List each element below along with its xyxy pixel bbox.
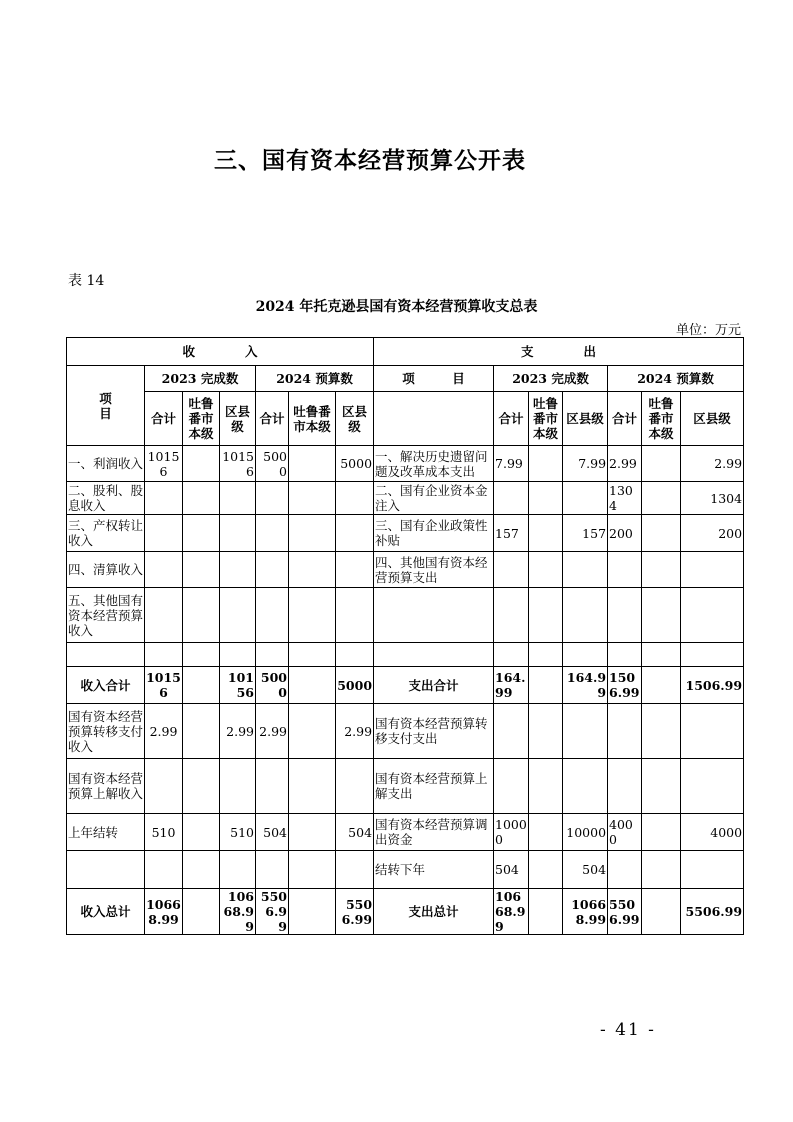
- table-cell: 164.99: [494, 667, 529, 704]
- table-cell: [608, 851, 642, 889]
- table-row: [67, 704, 744, 759]
- table-cell: 10156: [220, 667, 256, 704]
- table-cell: 国有资本经营预算转移支付支出: [374, 704, 494, 759]
- table-cell: [183, 759, 220, 814]
- table-cell: [529, 643, 563, 667]
- table-cell: [642, 643, 681, 667]
- table-cell: 收入合计: [67, 667, 145, 704]
- table-cell: [220, 759, 256, 814]
- table-cell: [183, 552, 220, 588]
- expense-2023-header: 2023 完成数: [494, 366, 608, 392]
- income-2024-header: 2024 预算数: [256, 366, 374, 392]
- table-cell: [642, 667, 681, 704]
- table-cell: 4000: [608, 814, 642, 851]
- table-cell: 收入总计: [67, 889, 145, 935]
- table-cell: 10156: [220, 446, 256, 482]
- table-cell: [529, 704, 563, 759]
- table-cell: 4000: [681, 814, 744, 851]
- income-item-header: 项 目: [67, 366, 145, 446]
- table-cell: 10668.99: [220, 889, 256, 935]
- header-row-1: [67, 338, 744, 366]
- table-cell: 支出总计: [374, 889, 494, 935]
- table-cell: 164.99: [563, 667, 608, 704]
- table-cell: [642, 482, 681, 515]
- table-cell: [183, 588, 220, 643]
- table-cell: [681, 552, 744, 588]
- table-cell: 国有资本经营预算转移支付收入: [67, 704, 145, 759]
- table-cell: 五、其他国有资本经营预算收入: [67, 588, 145, 643]
- table-cell: [642, 446, 681, 482]
- table-cell: [289, 814, 336, 851]
- table-cell: 5000: [256, 446, 289, 482]
- table-cell: 5506.99: [256, 889, 289, 935]
- col-total: 合计: [145, 392, 183, 446]
- table-cell: [642, 814, 681, 851]
- table-cell: [529, 482, 563, 515]
- table-cell: 10000: [563, 814, 608, 851]
- table-cell: [256, 482, 289, 515]
- unit-label: 单位：万元: [675, 323, 741, 338]
- table-cell: [256, 515, 289, 552]
- table-cell: 200: [681, 515, 744, 552]
- table-cell: [145, 552, 183, 588]
- table-cell: 10668.99: [563, 889, 608, 935]
- table-cell: 四、其他国有资本经营预算支出: [374, 552, 494, 588]
- table-cell: [494, 704, 529, 759]
- table-cell: [529, 814, 563, 851]
- table-cell: [256, 552, 289, 588]
- table-cell: [336, 515, 374, 552]
- table-cell: 10000: [494, 814, 529, 851]
- table-cell: [336, 552, 374, 588]
- table-cell: [563, 588, 608, 643]
- table-cell: [183, 643, 220, 667]
- col-county: 区县级: [336, 392, 374, 446]
- table-cell: 504: [494, 851, 529, 889]
- table-cell: [681, 588, 744, 643]
- table-cell: 5506.99: [608, 889, 642, 935]
- table-cell: [642, 851, 681, 889]
- table-cell: [608, 643, 642, 667]
- income-header: 收 入: [67, 338, 374, 366]
- table-cell: [145, 643, 183, 667]
- table-cell: [681, 643, 744, 667]
- table-cell: [145, 588, 183, 643]
- table-number: 表 14: [68, 273, 105, 289]
- table-cell: 504: [256, 814, 289, 851]
- table-cell: [183, 704, 220, 759]
- table-cell: 三、产权转让收入: [67, 515, 145, 552]
- table-row: [67, 515, 744, 552]
- table-cell: [145, 482, 183, 515]
- table-cell: 国有资本经营预算上解收入: [67, 759, 145, 814]
- table-cell: [256, 759, 289, 814]
- table-title: 2024 年托克逊县国有资本经营预算收支总表: [255, 299, 538, 315]
- table-cell: [608, 759, 642, 814]
- table-cell: [289, 482, 336, 515]
- table-cell: [529, 588, 563, 643]
- table-row: [67, 552, 744, 588]
- table-cell: [642, 552, 681, 588]
- page-heading: 三、国有资本经营预算公开表: [214, 148, 526, 174]
- table-cell: [289, 704, 336, 759]
- table-cell: 5506.99: [336, 889, 374, 935]
- table-cell: 10156: [145, 446, 183, 482]
- table-cell: [642, 759, 681, 814]
- table-cell: [183, 667, 220, 704]
- table-cell: 三、国有企业政策性补贴: [374, 515, 494, 552]
- table-cell: [289, 851, 336, 889]
- table-cell: [494, 588, 529, 643]
- col-total: 合计: [608, 392, 642, 446]
- table-cell: 一、解决历史遗留问题及改革成本支出: [374, 446, 494, 482]
- income-2023-header: 2023 完成数: [145, 366, 256, 392]
- table-cell: 5000: [336, 446, 374, 482]
- table-cell: [183, 515, 220, 552]
- table-cell: 支出合计: [374, 667, 494, 704]
- table-cell: 1506.99: [608, 667, 642, 704]
- table-cell: [374, 643, 494, 667]
- table-cell: 157: [494, 515, 529, 552]
- table-cell: [336, 588, 374, 643]
- table-cell: [220, 515, 256, 552]
- table-cell: 2.99: [336, 704, 374, 759]
- table-cell: 2.99: [681, 446, 744, 482]
- table-cell: [289, 643, 336, 667]
- page-number: - 41 -: [600, 1020, 656, 1040]
- table-cell: 157: [563, 515, 608, 552]
- table-cell: [289, 588, 336, 643]
- table-cell: [256, 643, 289, 667]
- col-total: 合计: [494, 392, 529, 446]
- table-cell: [563, 552, 608, 588]
- table-cell: 二、国有企业资本金注入: [374, 482, 494, 515]
- table-cell: [256, 851, 289, 889]
- table-cell: [145, 851, 183, 889]
- expense-item-header: 项 目: [374, 366, 494, 392]
- table-cell: [563, 643, 608, 667]
- table-cell: 上年结转: [67, 814, 145, 851]
- table-cell: [289, 667, 336, 704]
- header-row-3: [67, 392, 744, 446]
- table-cell: [642, 704, 681, 759]
- table-cell: [336, 759, 374, 814]
- table-cell: [494, 759, 529, 814]
- table-cell: 5506.99: [681, 889, 744, 935]
- table-cell: 一、利润收入: [67, 446, 145, 482]
- table-cell: [289, 515, 336, 552]
- table-cell: [608, 552, 642, 588]
- table-cell: [608, 704, 642, 759]
- table-cell: [529, 889, 563, 935]
- table-cell: 200: [608, 515, 642, 552]
- table-cell: [183, 482, 220, 515]
- table-cell: [681, 704, 744, 759]
- col-turpan: 吐鲁番市本级: [642, 392, 681, 446]
- table-cell: 国有资本经营预算上解支出: [374, 759, 494, 814]
- table-cell: 510: [220, 814, 256, 851]
- col-turpan: 吐鲁番市本级: [289, 392, 336, 446]
- table-cell: [67, 643, 145, 667]
- table-cell: [220, 643, 256, 667]
- table-cell: 1304: [681, 482, 744, 515]
- table-cell: [681, 851, 744, 889]
- table-cell: [289, 889, 336, 935]
- table-cell: 国有资本经营预算调出资金: [374, 814, 494, 851]
- table-cell: [529, 759, 563, 814]
- table-cell: [183, 814, 220, 851]
- table-row: [67, 482, 744, 515]
- table-cell: [256, 588, 289, 643]
- table-cell: 5000: [336, 667, 374, 704]
- table-cell: [336, 851, 374, 889]
- table-cell: 结转下年: [374, 851, 494, 889]
- table-cell: 2.99: [145, 704, 183, 759]
- table-cell: 504: [563, 851, 608, 889]
- table-cell: [289, 552, 336, 588]
- table-row: [67, 588, 744, 643]
- table-cell: 10668.99: [145, 889, 183, 935]
- table-cell: [220, 552, 256, 588]
- table-cell: [336, 643, 374, 667]
- table-row: [67, 759, 744, 814]
- table-row: [67, 446, 744, 482]
- table-cell: [681, 759, 744, 814]
- table-cell: [494, 552, 529, 588]
- table-cell: 2.99: [256, 704, 289, 759]
- table-cell: [67, 851, 145, 889]
- table-cell: [529, 552, 563, 588]
- table-cell: [563, 704, 608, 759]
- col-turpan: 吐鲁番市本级: [529, 392, 563, 446]
- table-cell: [529, 667, 563, 704]
- table-cell: [642, 515, 681, 552]
- table-cell: [374, 588, 494, 643]
- table-cell: [563, 482, 608, 515]
- expense-header: 支 出: [374, 338, 744, 366]
- table-cell: 5000: [256, 667, 289, 704]
- table-cell: [529, 851, 563, 889]
- table-cell: 10156: [145, 667, 183, 704]
- table-cell: 1304: [608, 482, 642, 515]
- table-cell: [289, 446, 336, 482]
- col-county: 区县级: [563, 392, 608, 446]
- table-cell: 四、清算收入: [67, 552, 145, 588]
- table-cell: [529, 446, 563, 482]
- col-turpan: 吐鲁番市本级: [183, 392, 220, 446]
- table-cell: [289, 759, 336, 814]
- table-cell: [642, 889, 681, 935]
- col-county: 区县级: [681, 392, 744, 446]
- table-row: [67, 643, 744, 667]
- table-cell: 1506.99: [681, 667, 744, 704]
- table-cell: 7.99: [563, 446, 608, 482]
- header-row-2: [67, 366, 744, 392]
- table-cell: [220, 851, 256, 889]
- table-cell: [145, 515, 183, 552]
- table-cell: [642, 588, 681, 643]
- table-cell: [336, 482, 374, 515]
- table-cell: [529, 515, 563, 552]
- expense-item-blank: [374, 392, 494, 446]
- table-row: [67, 814, 744, 851]
- subtotal-row: [67, 667, 744, 704]
- table-cell: [183, 851, 220, 889]
- table-cell: [145, 759, 183, 814]
- table-cell: 510: [145, 814, 183, 851]
- table-cell: [220, 482, 256, 515]
- table-cell: 7.99: [494, 446, 529, 482]
- table-cell: 2.99: [608, 446, 642, 482]
- table-cell: 2.99: [220, 704, 256, 759]
- table-cell: [494, 482, 529, 515]
- col-county: 区县级: [220, 392, 256, 446]
- grandtotal-row: [67, 889, 744, 935]
- table-cell: 二、股利、股息收入: [68, 483, 144, 513]
- table-row: [67, 851, 744, 889]
- table-cell: [494, 643, 529, 667]
- budget-table: [66, 337, 744, 935]
- table-cell: 10668.99: [494, 889, 529, 935]
- table-cell: [183, 446, 220, 482]
- table-cell: [563, 759, 608, 814]
- table-cell: 504: [336, 814, 374, 851]
- table-cell: [220, 588, 256, 643]
- expense-2024-header: 2024 预算数: [608, 366, 744, 392]
- table-cell: [608, 588, 642, 643]
- col-total: 合计: [256, 392, 289, 446]
- table-cell: [183, 889, 220, 935]
